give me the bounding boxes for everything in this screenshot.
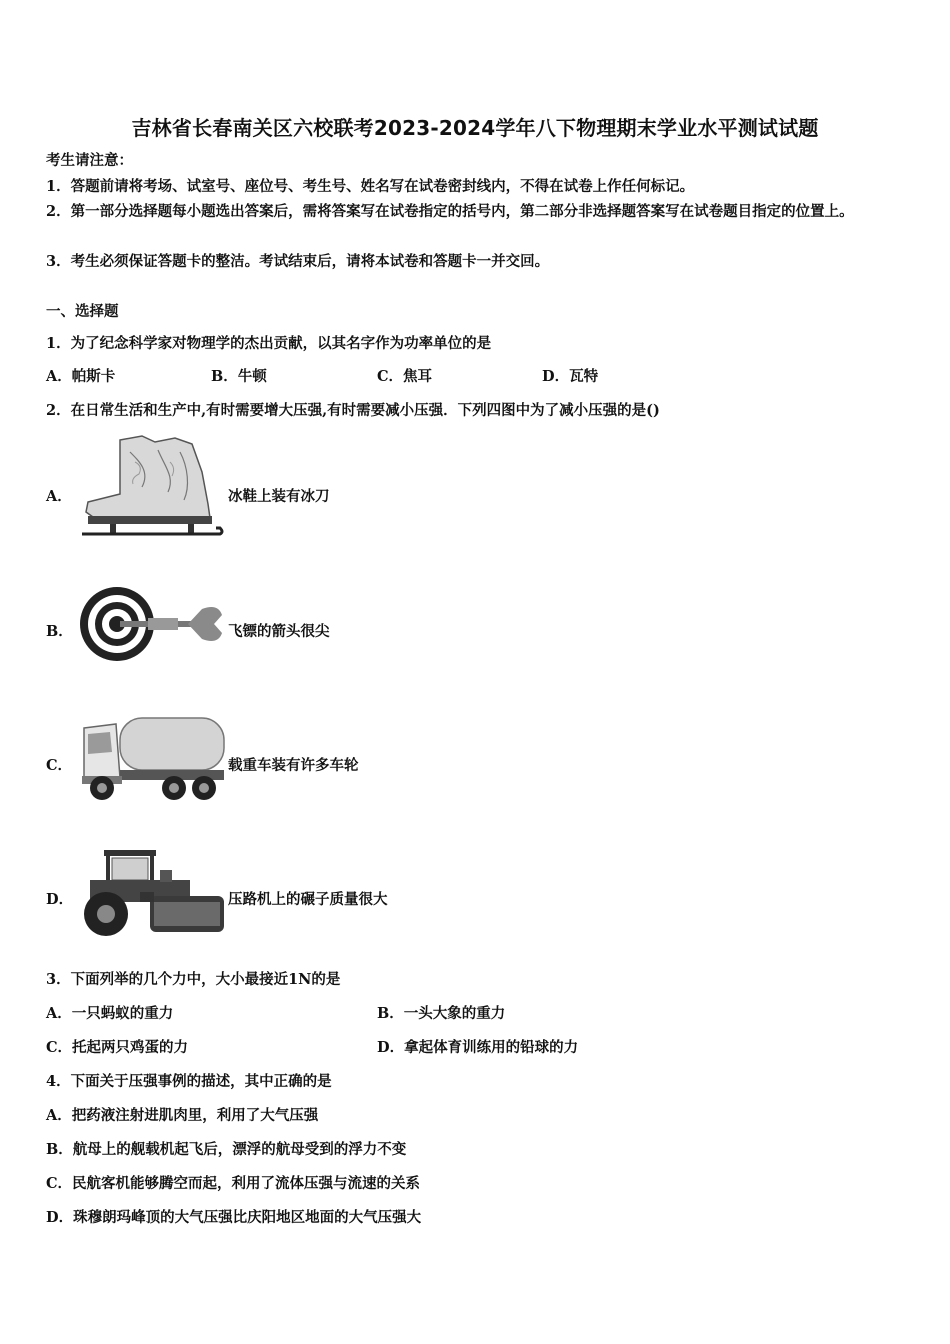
q2-option-c-letter: C． — [46, 757, 73, 774]
q2-option-d-letter: D． — [46, 891, 74, 908]
q2-option-b-caption: 飞镖的箭头很尖 — [228, 623, 330, 640]
notice-heading: 考生请注意： — [46, 152, 133, 169]
q4-stem: 4．下面关于压强事例的描述，其中正确的是 — [46, 1073, 332, 1090]
q3-option-b: B．一头大象的重力 — [377, 1005, 506, 1022]
q2-option-a-letter: A． — [46, 488, 72, 505]
ice-skate-icon — [80, 432, 225, 542]
q1-option-b: B．牛顿 — [211, 368, 267, 385]
q2-stem: 2．在日常生活和生产中,有时需要增大压强,有时需要减小压强．下列四图中为了减小压强的是() — [46, 402, 660, 419]
notice-item-3: 3．考生必须保证答题卡的整洁。考试结束后，请将本试卷和答题卡一并交回。 — [46, 253, 550, 270]
q1-stem: 1．为了纪念科学家对物理学的杰出贡献，以其名字作为功率单位的是 — [46, 335, 492, 352]
notice-item-2: 2．第一部分选择题每小题选出答案后，需将答案写在试卷指定的括号内，第二部分非选择题答案写在试卷题目指定的位置上。 — [46, 203, 854, 220]
q4-option-d: D．珠穆朗玛峰顶的大气压强比庆阳地区地面的大气压强大 — [46, 1209, 422, 1226]
q2-option-b-letter: B． — [46, 623, 73, 640]
section-heading: 一、选择题 — [46, 303, 119, 320]
q1-option-c: C．焦耳 — [377, 368, 433, 385]
notice-item-1: 1．答题前请将考场、试室号、座位号、考生号、姓名写在试卷密封线内，不得在试卷上作任何标记。 — [46, 178, 695, 195]
q2-option-a-caption: 冰鞋上装有冰刀 — [228, 488, 330, 505]
q4-option-c: C．民航客机能够腾空而起，利用了流体压强与流速的关系 — [46, 1175, 421, 1192]
road-roller-icon — [80, 846, 228, 938]
q4-option-a: A．把药液注射进肌肉里，利用了大气压强 — [46, 1107, 319, 1124]
tanker-truck-icon — [80, 712, 228, 804]
q2-option-c-caption: 载重车装有许多车轮 — [228, 757, 359, 774]
dart-target-icon — [78, 585, 228, 663]
q3-stem: 3．下面列举的几个力中，大小最接近1N的是 — [46, 971, 341, 988]
q1-option-a: A．帕斯卡 — [46, 368, 116, 385]
q3-option-d: D．拿起体育训练用的铅球的力 — [377, 1039, 579, 1056]
q1-option-d: D．瓦特 — [542, 368, 599, 385]
exam-title: 吉林省长春南关区六校联考2023-2024学年八下物理期末学业水平测试试题 — [131, 116, 819, 140]
q4-option-b: B．航母上的舰载机起飞后，漂浮的航母受到的浮力不变 — [46, 1141, 407, 1158]
q2-option-d-caption: 压路机上的碾子质量很大 — [228, 891, 388, 908]
q3-option-c: C．托起两只鸡蛋的力 — [46, 1039, 189, 1056]
q3-option-a: A．一只蚂蚁的重力 — [46, 1005, 174, 1022]
